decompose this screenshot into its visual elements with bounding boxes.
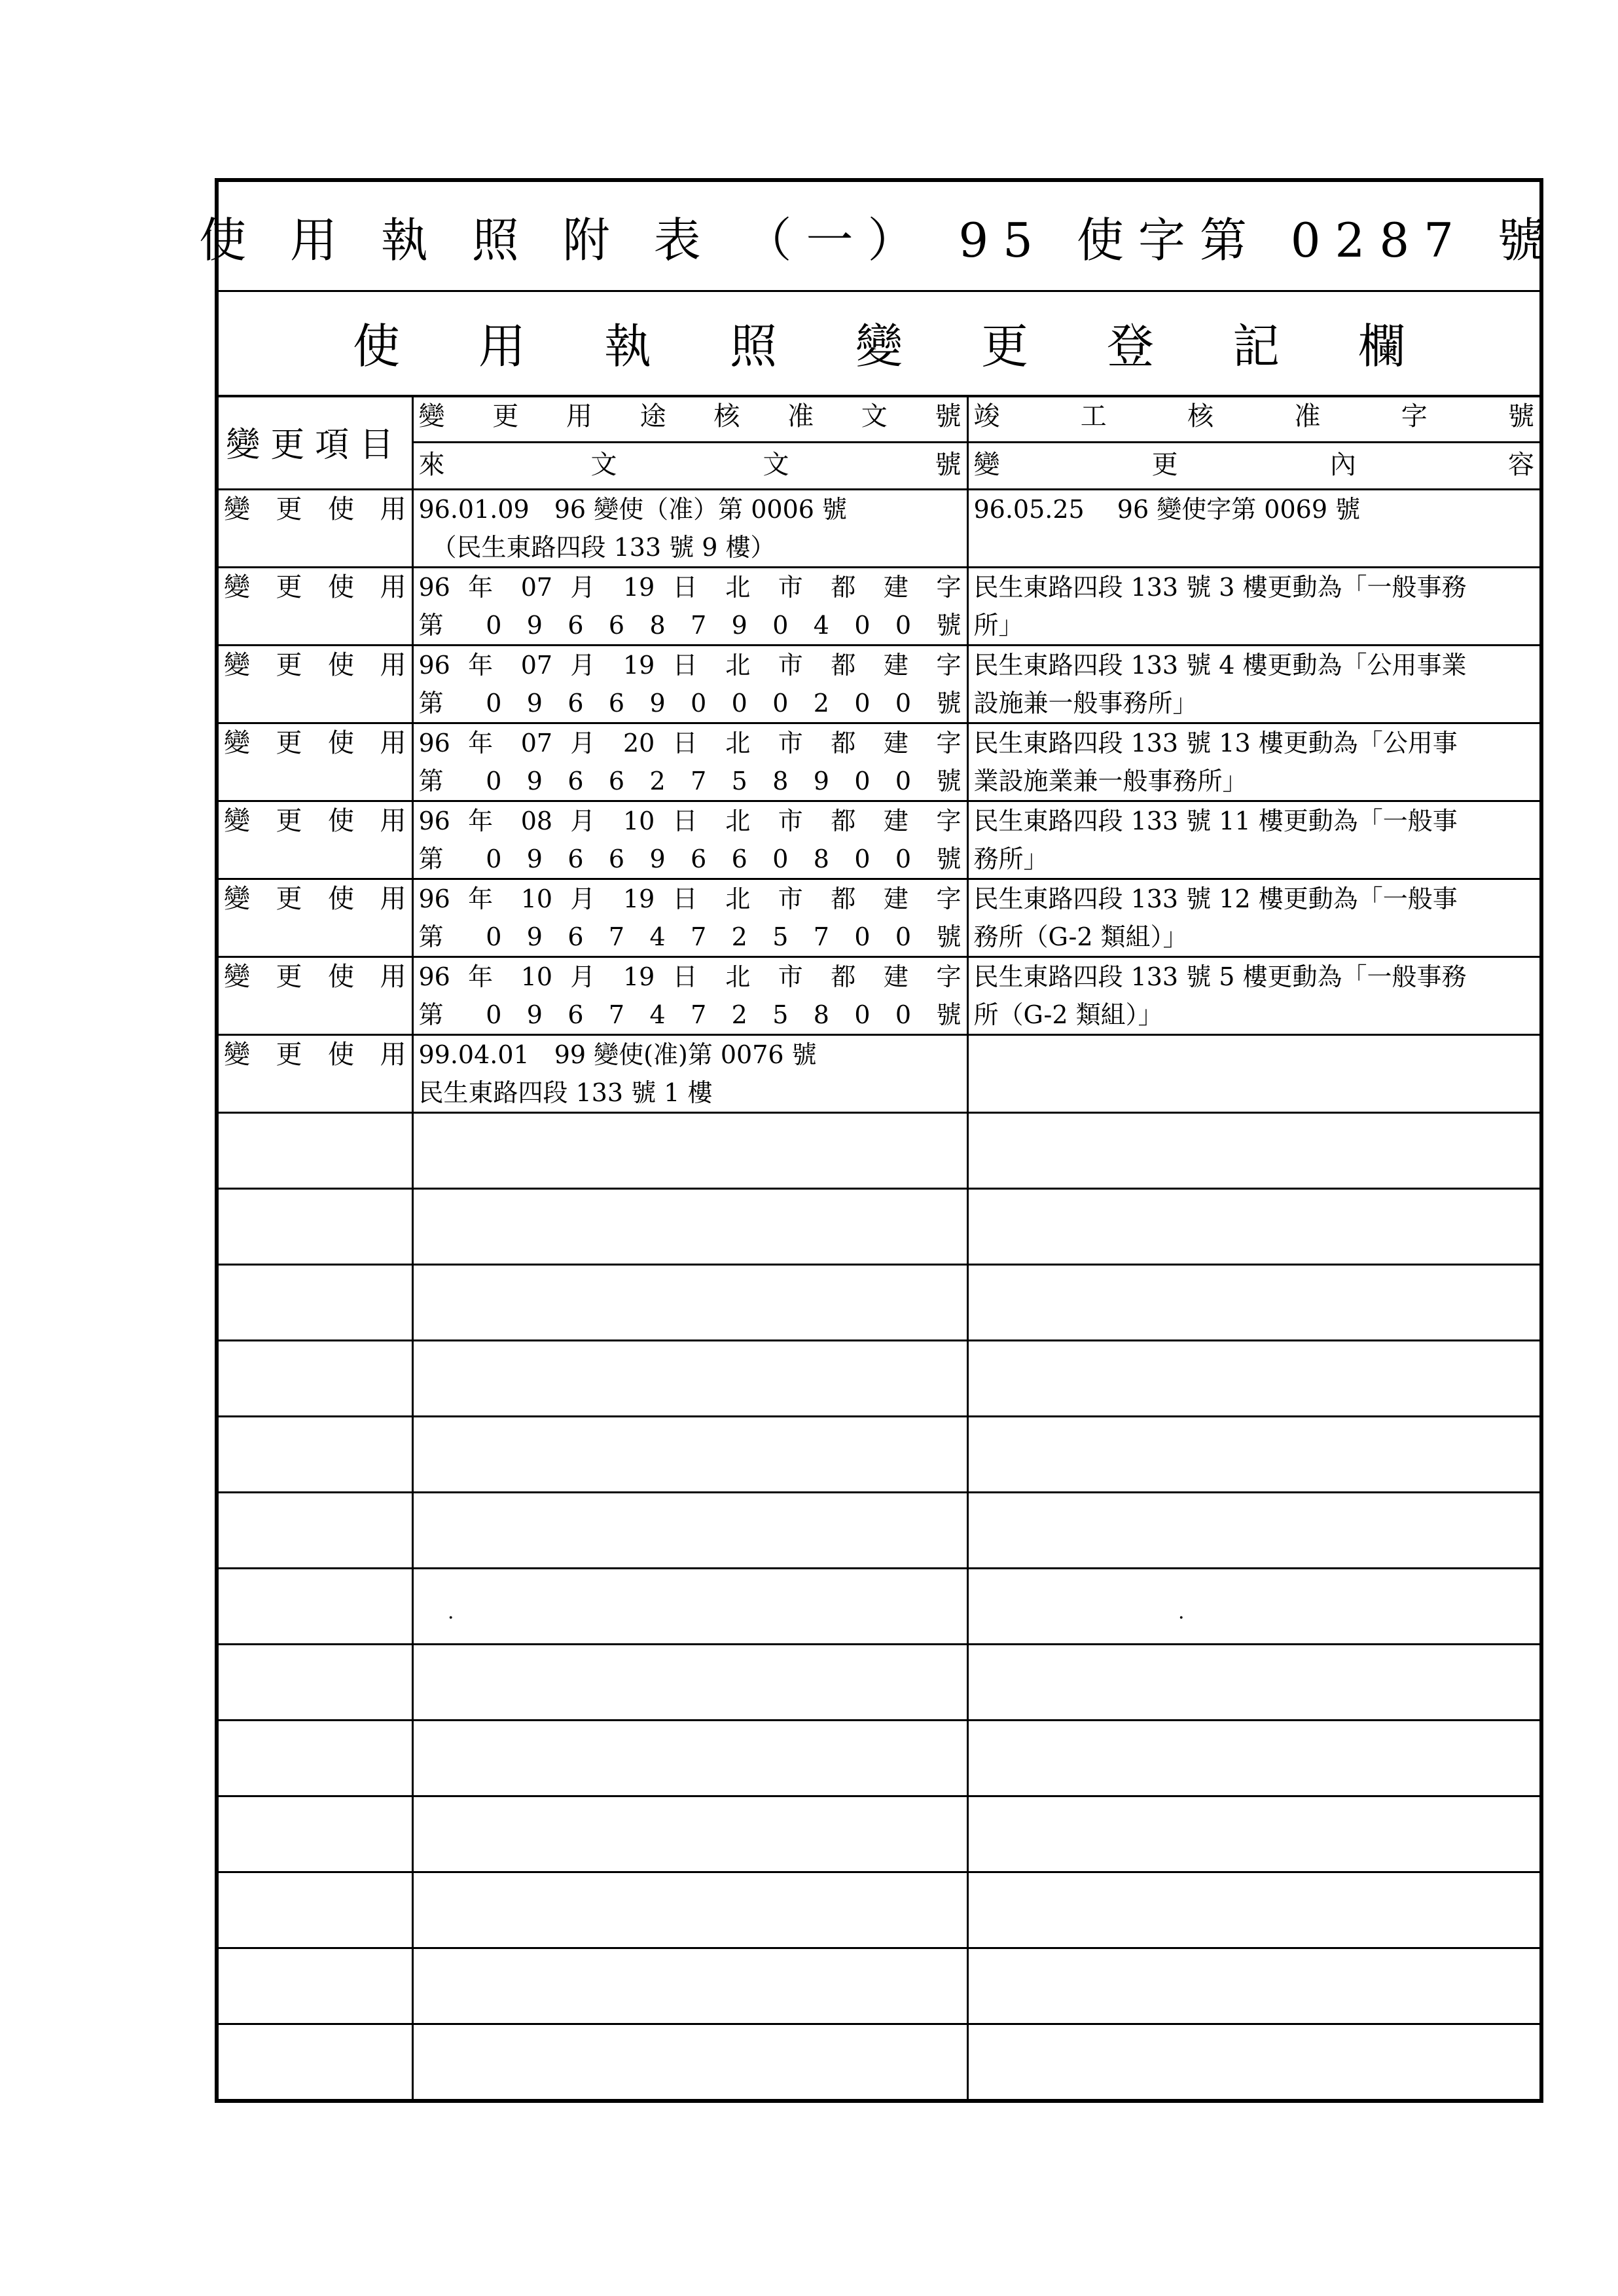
row-item: 變 更 使 用: [219, 567, 412, 645]
empty-cell: [412, 1264, 967, 1340]
row-approval-line2: 第 0 9 6 6 9 6 6 0 8 0 0 號: [418, 844, 962, 873]
empty-cell: [412, 2024, 967, 2100]
row-content-line1: 民生東路四段 133 號 4 樓更動為「公用事業: [973, 650, 1467, 680]
empty-cell: [219, 1796, 412, 1872]
empty-cell: [412, 1872, 967, 1948]
row-item: 變 更 使 用: [219, 1034, 412, 1112]
empty-cell: [412, 1644, 967, 1720]
empty-cell: [967, 1720, 1539, 1796]
empty-cell: [412, 1796, 967, 1872]
empty-cell: [412, 1568, 967, 1644]
form-subtitle: 使用執照變更登記欄: [352, 319, 1484, 374]
row-content: [967, 723, 1539, 801]
row-item: 變 更 使 用: [219, 645, 412, 723]
row-content-line1: 96.05.25 96 變使字第 0069 號: [973, 494, 1361, 524]
table-row: [219, 645, 1539, 723]
row-content-line2: 所（G-2 類組）」: [973, 1000, 1163, 1029]
row-approval-line2: （民生東路四段 133 號 9 樓）: [431, 532, 776, 562]
table-row: [219, 801, 1539, 879]
empty-row: [219, 1264, 1539, 1340]
empty-row: [219, 1340, 1539, 1416]
empty-cell: [967, 2024, 1539, 2100]
empty-cell: [967, 1492, 1539, 1568]
change-registry-table: [219, 395, 1539, 2101]
empty-cell: [967, 1264, 1539, 1340]
empty-cell: [412, 1112, 967, 1188]
license-attachment-form: [199, 178, 1559, 2103]
empty-row: [219, 1188, 1539, 1264]
scan-speck: ·: [448, 1607, 454, 1630]
empty-cell: [219, 1872, 412, 1948]
row-content-line1: 民生東路四段 133 號 13 樓更動為「公用事: [973, 728, 1458, 757]
empty-cell: [412, 1720, 967, 1796]
row-content-line1: 民生東路四段 133 號 12 樓更動為「一般事: [973, 884, 1458, 913]
empty-cell: [219, 2024, 412, 2100]
row-content-line1: 民生東路四段 133 號 5 樓更動為「一般事務: [973, 962, 1467, 991]
row-content-line2: 設施兼一般事務所」: [973, 688, 1198, 718]
empty-cell: [967, 1416, 1539, 1492]
row-item: 變 更 使 用: [219, 879, 412, 957]
header-completion-no: 竣 工 核 准 字 號: [967, 395, 1539, 442]
row-approval: [412, 567, 967, 645]
empty-cell: [219, 1720, 412, 1796]
row-item: 變 更 使 用: [219, 723, 412, 801]
row-approval-line2: 第 0 9 6 7 4 7 2 5 8 0 0 號: [418, 1000, 962, 1029]
row-content-line2: 業設施業兼一般事務所」: [973, 766, 1248, 795]
header-incoming-doc: 來 文 文 號: [412, 442, 967, 489]
row-approval: [412, 879, 967, 957]
row-approval-line1: 96 年 07 月 20 日 北 市 都 建 字: [418, 728, 962, 757]
empty-cell: [412, 1188, 967, 1264]
row-item: 變 更 使 用: [219, 489, 412, 567]
empty-cell: [219, 1568, 412, 1644]
row-content: [967, 879, 1539, 957]
empty-row: [219, 1948, 1539, 2024]
subtitle-row: [219, 290, 1539, 397]
row-item: 變 更 使 用: [219, 801, 412, 879]
row-approval-line2: 第 0 9 6 6 9 0 0 0 2 0 0 號: [418, 688, 962, 718]
row-approval: [412, 957, 967, 1034]
row-approval-line1: 96 年 08 月 10 日 北 市 都 建 字: [418, 806, 962, 835]
row-approval-line1: 96 年 10 月 19 日 北 市 都 建 字: [418, 884, 962, 913]
row-approval-line1: 96 年 07 月 19 日 北 市 都 建 字: [418, 572, 962, 602]
row-approval-line1: 96.01.09 96 變使（准）第 0006 號: [418, 494, 848, 524]
empty-cell: [967, 1568, 1539, 1644]
empty-cell: [967, 1796, 1539, 1872]
row-approval-line1: 96 年 07 月 19 日 北 市 都 建 字: [418, 650, 962, 680]
empty-cell: [412, 1416, 967, 1492]
form-title: 使 用 執 照 附 表 （一） 95 使字第 0287 號: [199, 212, 1559, 268]
empty-row: [219, 1112, 1539, 1188]
row-content: [967, 801, 1539, 879]
empty-cell: [967, 1872, 1539, 1948]
empty-row: [219, 1720, 1539, 1796]
row-item: 變 更 使 用: [219, 957, 412, 1034]
row-approval-line1: 99.04.01 99 變使(准)第 0076 號: [418, 1040, 817, 1069]
empty-row: [219, 1492, 1539, 1568]
empty-cell: [219, 1492, 412, 1568]
row-content: [967, 1034, 1539, 1112]
row-approval: [412, 801, 967, 879]
header-change-item: 變更項目: [219, 395, 412, 489]
table-row: [219, 879, 1539, 957]
table-row: [219, 723, 1539, 801]
empty-cell: [967, 1644, 1539, 1720]
row-approval: [412, 1034, 967, 1112]
row-content: [967, 489, 1539, 567]
empty-cell: [967, 1188, 1539, 1264]
row-approval: [412, 645, 967, 723]
row-content-line1: 民生東路四段 133 號 11 樓更動為「一般事: [973, 806, 1458, 835]
empty-cell: [412, 1948, 967, 2024]
empty-row: [219, 2024, 1539, 2100]
row-approval-line1: 96 年 10 月 19 日 北 市 都 建 字: [418, 962, 962, 991]
empty-cell: [219, 1188, 412, 1264]
row-content-line2: 務所（G-2 類組）」: [973, 922, 1188, 951]
scan-speck: ·: [1178, 1607, 1185, 1630]
empty-cell: [967, 1948, 1539, 2024]
empty-cell: [967, 1112, 1539, 1188]
empty-row: [219, 1568, 1539, 1644]
table-row: [219, 957, 1539, 1034]
row-content: [967, 957, 1539, 1034]
row-content-line2: 務所」: [973, 844, 1049, 873]
empty-cell: [219, 1416, 412, 1492]
empty-row: [219, 1872, 1539, 1948]
row-approval: [412, 489, 967, 567]
row-approval-line2: 第 0 9 6 6 2 7 5 8 9 0 0 號: [418, 766, 962, 795]
row-approval: [412, 723, 967, 801]
row-approval-line2: 第 0 9 6 7 4 7 2 5 7 0 0 號: [418, 922, 962, 951]
row-content-line1: 民生東路四段 133 號 3 樓更動為「一般事務: [973, 572, 1467, 602]
empty-cell: [219, 1112, 412, 1188]
row-content: [967, 567, 1539, 645]
empty-cell: [219, 1340, 412, 1416]
header-change-content: 變 更 內 容: [967, 442, 1539, 489]
empty-cell: [219, 1948, 412, 2024]
empty-row: [219, 1796, 1539, 1872]
header-row-1: [219, 395, 1539, 442]
header-approval-doc: 變 更 用 途 核 准 文 號: [412, 395, 967, 442]
empty-row: [219, 1416, 1539, 1492]
row-content-line2: 所」: [973, 610, 1024, 640]
empty-cell: [967, 1340, 1539, 1416]
row-content: [967, 645, 1539, 723]
table-row: [219, 567, 1539, 645]
empty-cell: [412, 1492, 967, 1568]
table-row: [219, 489, 1539, 567]
row-approval-line2: 第 0 9 6 6 8 7 9 0 4 0 0 號: [418, 610, 962, 640]
row-approval-line2: 民生東路四段 133 號 1 樓: [418, 1078, 713, 1107]
table-row: [219, 1034, 1539, 1112]
empty-cell: [219, 1264, 412, 1340]
empty-cell: [219, 1644, 412, 1720]
empty-row: [219, 1644, 1539, 1720]
empty-cell: [412, 1340, 967, 1416]
header-row-2: [219, 442, 1539, 489]
title-row: [199, 182, 1559, 292]
